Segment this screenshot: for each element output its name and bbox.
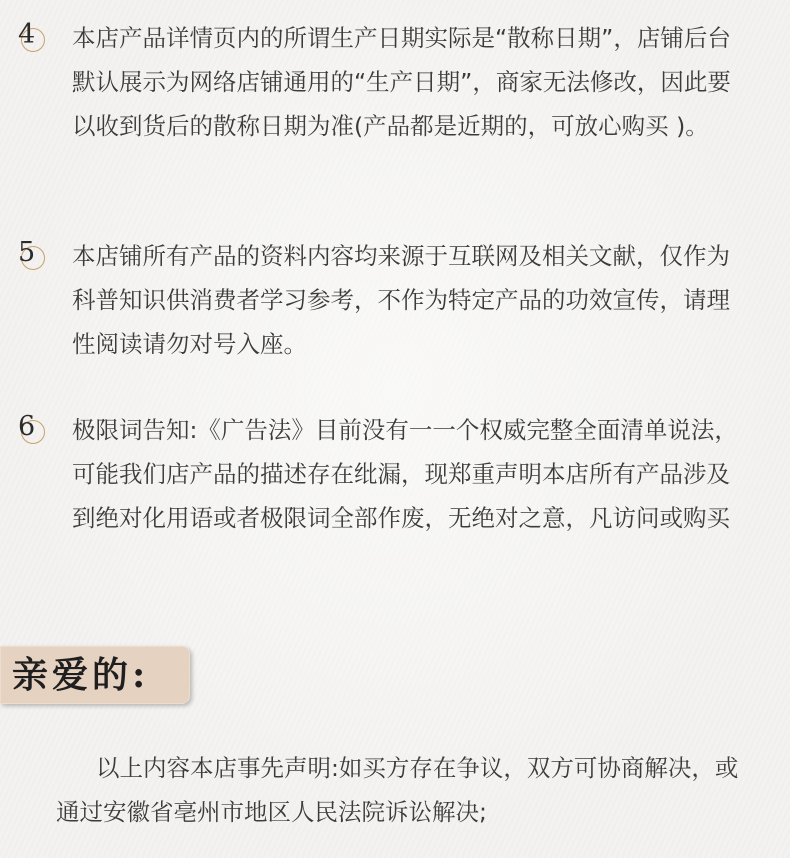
notice-text: 本店产品详情页内的所谓生产日期实际是“散称日期”，店铺后台默认展示为网络店铺通用的“生产日期”，商家无法修改，因此要以收到货后的散称日期为准(产品都是近期的，可放心购买 )。	[72, 24, 731, 140]
notice-text: 本店铺所有产品的资料内容均来源于互联网及相关文献，仅作为科普知识供消费者学习参考，不作为特定产品的功效宣传，请理性阅读请勿对号入座。	[72, 242, 730, 358]
notice-number-badge	[18, 238, 52, 272]
notice-number: 5	[18, 237, 36, 268]
greeting-tag	[0, 646, 190, 704]
greeting-label: 亲爱的:	[12, 654, 150, 696]
closing-statement	[56, 746, 756, 834]
notice-number: 4	[18, 19, 36, 50]
notice-number-badge	[18, 20, 52, 54]
notice-number-badge	[18, 412, 52, 446]
notice-number: 6	[18, 411, 36, 442]
closing-text: 以上内容本店事先声明:如买方存在争议，双方可协商解决，或通过安徽省亳州市地区人民法院诉讼解决;	[56, 754, 739, 826]
notice-text: 极限词告知:《广告法》目前没有一一个权威完整全面清单说法，可能我们店产品的描述存在纰漏，现郑重声明本店所有产品涉及到绝对化用语或者极限词全部作废，无绝对之意，凡访问或购买	[72, 416, 738, 532]
